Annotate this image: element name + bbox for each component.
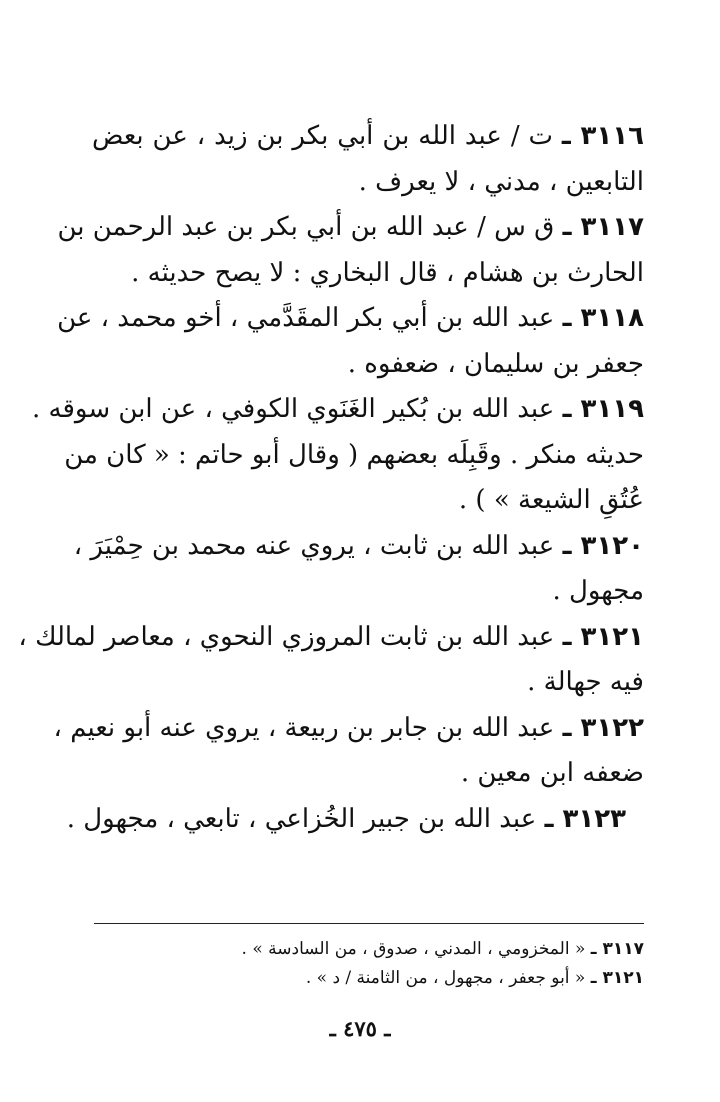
page-number: ـ ٤٧٥ ـ xyxy=(329,1016,391,1041)
entry-3116 xyxy=(92,114,644,205)
footnote-text: « المخزومي ، المدني ، صدوق ، من السادسة » . xyxy=(241,939,586,959)
entry-text: عبد الله بن أبي بكر المقَدَّمي ، أخو محمد ، عن xyxy=(57,303,555,333)
entry-line: مجهول . xyxy=(552,576,644,606)
footnote-divider xyxy=(94,923,644,924)
entry-number: ٣١٢٣ ـ xyxy=(544,803,626,834)
entry-line: التابعين ، مدني ، لا يعرف . xyxy=(358,166,644,197)
entry-line xyxy=(73,524,644,570)
entry-line: عُتُقِ الشيعة » ) . xyxy=(458,485,644,515)
footnote-text: « أبو جعفر ، مجهول ، من الثامنة / د » . xyxy=(305,968,586,988)
entry-number: ٣١١٦ ـ xyxy=(561,121,645,151)
entry-line xyxy=(18,615,644,661)
entry-text: ق س / عبد الله بن أبي بكر بن عبد الرحمن بن xyxy=(57,212,555,242)
entry-number: ٣١١٨ ـ xyxy=(562,303,644,333)
footnote-number: ٣١٢١ ـ xyxy=(590,968,644,988)
footnote-number: ٣١١٧ ـ xyxy=(590,939,644,959)
entry-number: ٣١٢٠ ـ xyxy=(562,530,644,561)
entry-number: ٣١٢١ ـ xyxy=(562,621,644,652)
entry-text: عبد الله بن ثابت المروزي النحوي ، معاصر لمالك ، xyxy=(18,621,555,652)
entry-text: عبد الله بن ثابت ، يروي عنه محمد بن حِمْيَرَ ، xyxy=(73,530,555,561)
entry-line: جعفر بن سليمان ، ضعفوه . xyxy=(347,348,644,379)
footnote-3121 xyxy=(92,964,644,993)
entry-3121 xyxy=(18,615,644,706)
entry-line xyxy=(66,797,644,843)
entries-list xyxy=(18,114,645,842)
entry-text: عبد الله بن بُكير الغَنَوي الكوفي ، عن ابن سوقه . xyxy=(31,394,555,424)
entry-3122 xyxy=(53,706,644,797)
entry-3123 xyxy=(66,797,644,843)
entry-line xyxy=(31,387,644,433)
entry-3117 xyxy=(57,205,644,296)
entry-3119 xyxy=(31,387,644,524)
entry-3118 xyxy=(57,296,644,387)
entry-line xyxy=(92,114,644,160)
entry-line: ضعفه ابن معين . xyxy=(460,758,644,788)
entry-line: الحارث بن هشام ، قال البخاري : لا يصح حديثه . xyxy=(131,257,644,288)
entry-number: ٣١٢٢ ـ xyxy=(562,712,644,743)
entry-text: عبد الله بن جبير الخُزاعي ، تابعي ، مجهول . xyxy=(66,803,537,834)
entry-number: ٣١١٧ ـ xyxy=(562,212,644,242)
entry-line: حديثه منكر . وقَبِلَه بعضهم ( وقال أبو حاتم : « كان من xyxy=(64,439,644,470)
entry-number: ٣١١٩ ـ xyxy=(562,394,644,424)
entry-line xyxy=(53,706,644,752)
footnotes xyxy=(92,935,644,993)
entry-line: فيه جهالة . xyxy=(527,667,644,697)
entry-3120 xyxy=(73,524,644,615)
entry-text: عبد الله بن جابر بن ربيعة ، يروي عنه أبو نعيم ، xyxy=(53,712,555,743)
footnote-3117 xyxy=(92,935,644,964)
entry-line xyxy=(57,296,644,342)
entry-line xyxy=(57,205,644,251)
entry-text: ت / عبد الله بن أبي بكر بن زيد ، عن بعض xyxy=(92,121,553,151)
